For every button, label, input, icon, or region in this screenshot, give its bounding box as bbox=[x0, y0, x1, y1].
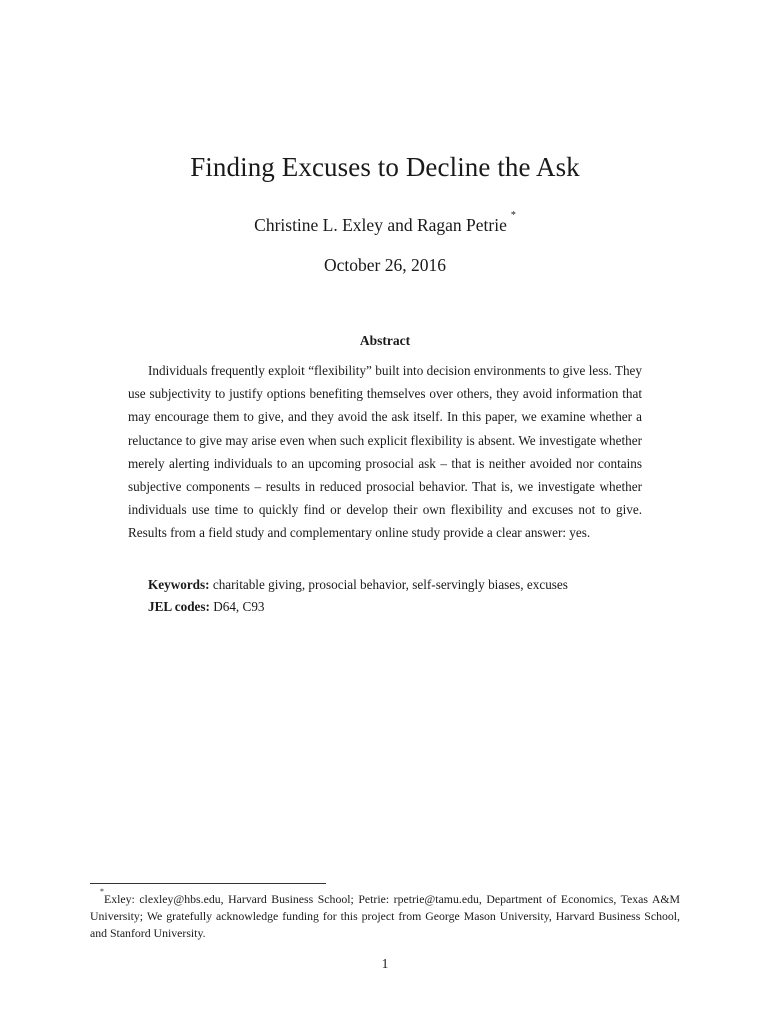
footnote-marker: * bbox=[100, 887, 104, 896]
author-footnote-marker: * bbox=[510, 210, 516, 222]
paper-date: October 26, 2016 bbox=[324, 255, 446, 275]
jel-codes-label: JEL codes: bbox=[148, 599, 210, 614]
keywords-line bbox=[148, 575, 648, 595]
footnote-text: Exley: clexley@hbs.edu, Harvard Business School; Petrie: rpetrie@tamu.edu, Department of Economics, Texas A&M University; We gratefully acknowledge funding for this project from George Mason University, Harvard Business School, and Stanford University. bbox=[90, 891, 680, 941]
author-line bbox=[0, 210, 770, 236]
abstract-heading: Abstract bbox=[359, 333, 411, 348]
authors: Christine L. Exley and Ragan Petrie bbox=[254, 215, 507, 235]
jel-codes-line bbox=[148, 597, 648, 617]
page-number: 1 bbox=[381, 956, 389, 971]
keywords-value: charitable giving, prosocial behavior, self-servingly biases, excuses bbox=[212, 577, 568, 592]
abstract-body: Individuals frequently exploit “flexibility” built into decision environments to give less. They use subjectivity to justify options benefiting themselves over others, they avoid information that may encourage them to give, and they avoid the ask itself. In this paper, we examine whether a reluctance to give may arise even when such explicit flexibility is absent. We investigate whether merely alerting individuals to an upcoming prosocial ask – that is neither avoided nor contains subjective components – results in reduced prosocial behavior. That is, we investigate whether individuals use time to quickly find or develop their own flexibility and excuses not to give. Results from a field study and complementary online study provide a clear answer: yes. bbox=[128, 363, 642, 541]
keywords-label: Keywords: bbox=[148, 577, 210, 592]
jel-codes-value: D64, C93 bbox=[213, 599, 265, 614]
footnote bbox=[90, 887, 680, 943]
footnote-divider bbox=[90, 883, 326, 884]
paper-title: Finding Excuses to Decline the Ask bbox=[190, 152, 580, 182]
